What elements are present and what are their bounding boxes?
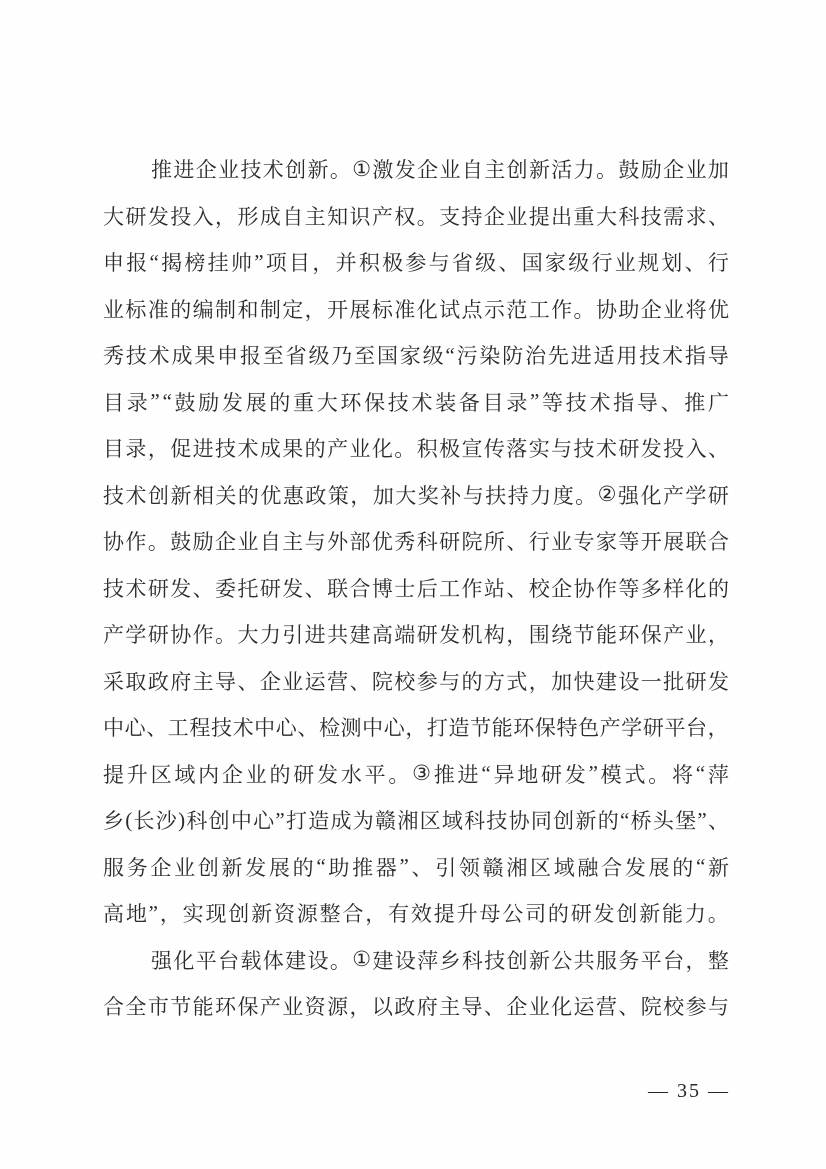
text-line: 申 报 “ 揭 榜 挂 帅 ” 项 目 ， 并 积 极 参 与 省 级 、 国 家 级 行 业 规 划 、 行 bbox=[103, 249, 729, 276]
text-line: 大 研 发 投 入 ， 形 成 自 主 知 识 产 权 。 支 持 企 业 提 出 重 大 科 技 需 求 、 bbox=[103, 204, 729, 229]
text-line: 乡 ( 长 沙 ) 科 创 中 心 ” 打 造 成 为 赣 湘 区 域 科 技 协 同 创 新 的 “ 桥 头 堡 ” 、 bbox=[103, 807, 729, 834]
text-line: 强 化 平 台 载 体 建 设 。 ① 建 设 萍 乡 科 技 创 新 公 共 服 务 平 台 ， 整 bbox=[151, 947, 729, 973]
text-line: 中 心 、 工 程 技 术 中 心 、 检 测 中 心 ， 打 造 节 能 环 保 特 色 产 学 研 平 台 ， bbox=[103, 716, 729, 741]
text-line: 技 术 研 发 、 委 托 研 发 、 联 合 博 士 后 工 作 站 、 校 企 协 作 等 多 样 化 的 bbox=[103, 576, 729, 601]
text-line: 协 作 。 鼓 励 企 业 自 主 与 外 部 优 秀 科 研 院 所 、 行 业 专 家 等 开 展 联 合 bbox=[103, 530, 729, 555]
text-line: 推 进 企 业 技 术 创 新 。 ① 激 发 企 业 自 主 创 新 活 力 。 鼓 励 企 业 加 bbox=[151, 156, 729, 183]
text-line: 业 标 准 的 编 制 和 制 定 ， 开 展 标 准 化 试 点 示 范 工 作 。 协 助 企 业 将 优 bbox=[103, 297, 729, 322]
text-line: 提 升 区 域 内 企 业 的 研 发 水 平 。 ③ 推 进 “ 异 地 研 发 ” 模 式 。 将 “ 萍 bbox=[103, 761, 729, 787]
text-line: 服 务 企 业 创 新 发 展 的 “ 助 推 器 ” 、 引 领 赣 湘 区 域 融 合 发 展 的 “ 新 bbox=[103, 854, 729, 880]
document-body bbox=[103, 146, 729, 1030]
text-line: 目 录 ” “ 鼓 励 发 展 的 重 大 环 保 技 术 装 备 目 录 ” 等 技 术 指 导 、 推 广 bbox=[103, 389, 729, 415]
text-line: 秀 技 术 成 果 申 报 至 省 级 乃 至 国 家 级 “ 污 染 防 治 先 进 适 用 技 术 指 导 bbox=[103, 342, 729, 369]
text-line: 产 学 研 协 作 。 大 力 引 进 共 建 高 端 研 发 机 构 ， 围 绕 节 能 环 保 产 业 ， bbox=[103, 623, 729, 648]
paragraph-platform-carrier-construction bbox=[103, 937, 729, 1030]
page-number: — 35 — bbox=[648, 1080, 730, 1102]
text-line: 采 取 政 府 主 导 、 企 业 运 营 、 院 校 参 与 的 方 式 ， 加 快 建 设 一 批 研 发 bbox=[103, 669, 729, 694]
text-line: 合 全 市 节 能 环 保 产 业 资 源 ， 以 政 府 主 导 、 企 业 化 运 营 、 院 校 参 与 bbox=[103, 995, 729, 1020]
text-line: 目 录 ， 促 进 技 术 成 果 的 产 业 化 。 积 极 宣 传 落 实 与 技 术 研 发 投 入 、 bbox=[103, 437, 729, 462]
text-line: 技 术 创 新 相 关 的 优 惠 政 策 ， 加 大 奖 补 与 扶 持 力 度 。 ② 强 化 产 学 研 bbox=[103, 482, 729, 508]
paragraph-enterprise-tech-innovation bbox=[103, 146, 729, 937]
text-line: 高 地 ” ， 实 现 创 新 资 源 整 合 ， 有 效 提 升 母 公 司 的 研 发 创 新 能 力 。 bbox=[103, 900, 729, 927]
